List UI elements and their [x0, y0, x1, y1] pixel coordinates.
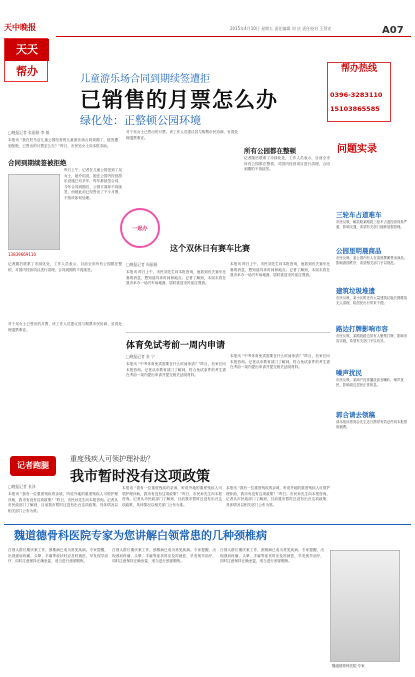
doctor-photo	[330, 550, 400, 662]
rail-item-body: 市民反映，某公园内有人在清晨摆摊售卖商品，影响游园秩序，希望相关部门予以规范。	[336, 256, 408, 265]
lead-body-6: 对于吴女士已售出的月票，该工作人员建议其与购票市民协商，妥善处理退票事宜。	[8, 322, 122, 332]
page-number: A07	[382, 25, 404, 36]
bottom-body-2: 本报讯 “我有一位重度残疾的亲戚，听说外地的重度残疾人可领护理补助，我市有没有这项政策？”昨日，市民孙先生向本报咨询。记者从市民政部门了解到，目前我市暂时还没有出台这项政策，具体情况以相关部门公布为准。	[122, 486, 222, 507]
bottom-body-3: 本报讯 “我有一位重度残疾的亲戚，听说外地的重度残疾人可领护理补助，我市有没有这项政策？”昨日，市民孙先生向本报咨询。记者从市民政部门了解到，目前我市暂时还没有出台这项政策，具体情况以相关部门公布为准。	[226, 486, 330, 507]
race-body: 本报讯 昨日上午，市民刘先生向本报咨询，他看到有关赛车比赛的消息，想知道具体时间和地点。记者了解到，本周末将在我市举办一场汽车场地赛，届时欢迎市民前往观看。	[126, 270, 226, 285]
bottom-body: 本报讯 “我有一位重度残疾的亲戚，听说外地的重度残疾人可领护理补助，我市有没有这项政策？”昨日，市民孙先生向本报咨询。记者从市民政部门了解到，目前我市暂时还没有出台这项政策，具体情况以相关部门公布为准。	[8, 492, 118, 513]
ad-body-2: 白领人群长期伏案工作，颈椎病已成为常见疾病。专家提醒，出现颈肩疼痛、头晕、手麻等症状时应及时就医，早发现早治疗，同时注意保持正确坐姿，适当进行颈部锻炼。	[112, 548, 216, 563]
reporter-badge: 记者跑腿	[10, 456, 56, 476]
column-badge-bottom: 帮办	[16, 65, 38, 78]
lead-section-2: 所有公园都在整顿	[244, 147, 296, 155]
masthead: 天中晚报	[4, 23, 36, 32]
bottom-title: 我市暂时没有这项政策	[70, 469, 210, 485]
rail-item-body: 市民反映，某路段路边常有人聚集打牌，影响市容市貌，希望有关部门予以劝导。	[336, 334, 408, 343]
lead-body-3: 记者随后联系了市绿化处，工作人员表示，目前全市所有公园都在整顿，对园内经营项目进行清理，合同到期的不再续签。	[8, 262, 122, 272]
lead-byline: □晚报记者 张丽娟 李 敏	[8, 130, 50, 135]
hotline-box	[327, 62, 391, 122]
rail-item-title: 公园里明晨商品	[336, 247, 382, 255]
ad-divider	[4, 524, 411, 525]
rail-title: 问题实录	[337, 144, 377, 155]
lead-body-5: 记者随后联系了市绿化处，工作人员表示，目前全市所有公园都在整顿，对园内经营项目进行清理，合同到期的不再续签。	[244, 156, 330, 171]
rail-item-body: 市民反映，解放路某路段三轮车占道经营现象严重，影响交通，希望有关部门能够加强管理。	[336, 220, 408, 229]
exam-title: 体育免试考前一周内申请	[126, 341, 226, 351]
ad-body-1: 白领人群长期伏案工作，颈椎病已成为常见疾病。专家提醒，出现颈肩疼痛、头晕、手麻等症状时应及时就医，早发现早治疗，同时注意保持正确坐姿，适当进行颈部锻炼。	[8, 548, 108, 563]
stamp-icon: 一起办	[120, 208, 160, 248]
divider	[126, 332, 330, 333]
rail-item-title: 建筑垃圾堆遗	[336, 287, 375, 295]
exam-byline: □晚报记者 张 宁	[126, 354, 155, 359]
header-meta: 2015年4月10日 星期五 责任编辑 刘 庆 责任校对 王蔡宏	[230, 26, 332, 31]
race-body-2: 本报讯 昨日上午，市民刘先生向本报咨询，他看到有关赛车比赛的消息，想知道具体时间和地点。记者了解到，本周末将在我市举办一场汽车场地赛，届时欢迎市民前往观看。	[230, 262, 330, 277]
rail-item-title: 路边打牌影响市容	[336, 325, 388, 333]
rail-item-body: 市民反映，某商户经常播放高音喇叭，噪声扰民，影响周边居民正常休息。	[336, 378, 404, 387]
rail-item-title: 噪声扰民	[336, 369, 362, 377]
exam-body: 本报讯 “中考体育免试需要在什么时间申请？”昨日，有家长向本报咨询。记者从市教育部门了解到，符合免试条件的考生需在考前一周内提出申请并提交相关证明材料。	[126, 362, 226, 377]
lead-section-1: 合同到期续签被拒绝	[8, 159, 67, 167]
column-badge-top: 天天	[5, 39, 49, 61]
lead-body-2: 昨日上午，记者在儿童公园见到了吴女士，她介绍说，她在公园内经营游乐设施已有多年，每年都续签合同，今年合同到期后，公园方面却不再续签，而她此前已经售出了不少月票，不知该如何处理。	[64, 168, 122, 200]
exam-body-2: 本报讯 “中考体育免试需要在什么时间申请？”昨日，有家长向本报咨询。记者从市教育部门了解到，符合免试条件的考生需在考前一周内提出申请并提交相关证明材料。	[230, 354, 330, 369]
race-title: 这个双休日有赛车比赛	[170, 244, 250, 253]
ad-body-3: 白领人群长期伏案工作，颈椎病已成为常见疾病。专家提醒，出现颈肩疼痛、头晕、手麻等症状时应及时就医，早发现早治疗，同时注意保持正确坐姿，适当进行颈部锻炼。	[220, 548, 324, 563]
reporter-photo	[8, 174, 60, 250]
ad-caption: 魏道德骨科医院 专家	[332, 664, 365, 668]
rail-item-title: 三轮车占道难车	[336, 211, 382, 219]
lead-subhead: 绿化处：正整顿公园环境	[80, 114, 201, 127]
lead-body-4: 对于吴女士已售出的月票，该工作人员建议其与购票市民协商，妥善处理退票事宜。	[126, 130, 238, 140]
hotline-title: 帮办热线	[328, 63, 390, 87]
photo-phone: 13839669110	[8, 252, 36, 257]
lead-headline: 已销售的月票怎么办	[80, 88, 278, 112]
bottom-kicker: 重度残疾人可领护理补助？	[70, 455, 154, 463]
hotline-number-2: 15103865585	[330, 105, 380, 113]
bottom-byline: □晚报记者 张泽	[8, 484, 36, 489]
hotline-number-1: 0396-3283110	[330, 91, 383, 99]
ad-title: 魏道德骨科医院专家为您讲解白领常患的几种颈椎病	[14, 529, 267, 542]
lead-body-1: 本报讯 “我在驻马店儿童公园经营的儿童游乐场合同到期了，续签遭到拒绝，已售出的月票怎么办？”昨日，市民吴女士向本报求助。	[8, 138, 118, 148]
header-rule	[56, 36, 411, 37]
race-byline: □晚报记者 周丽娟	[126, 262, 158, 267]
rail-item-body: 请本报读者郭合先生近日携带有效证件到本报领取稿费。	[336, 420, 408, 429]
rail-item-body: 市民反映，某小区附近有大量建筑垃圾长期堆放无人清理，给居民出行带来不便。	[336, 296, 408, 305]
lead-kicker: 儿童游乐场合同到期续签遭拒	[80, 74, 210, 85]
rail-item-title: 郭合请去领稿	[336, 411, 375, 419]
column-badge	[4, 38, 48, 82]
